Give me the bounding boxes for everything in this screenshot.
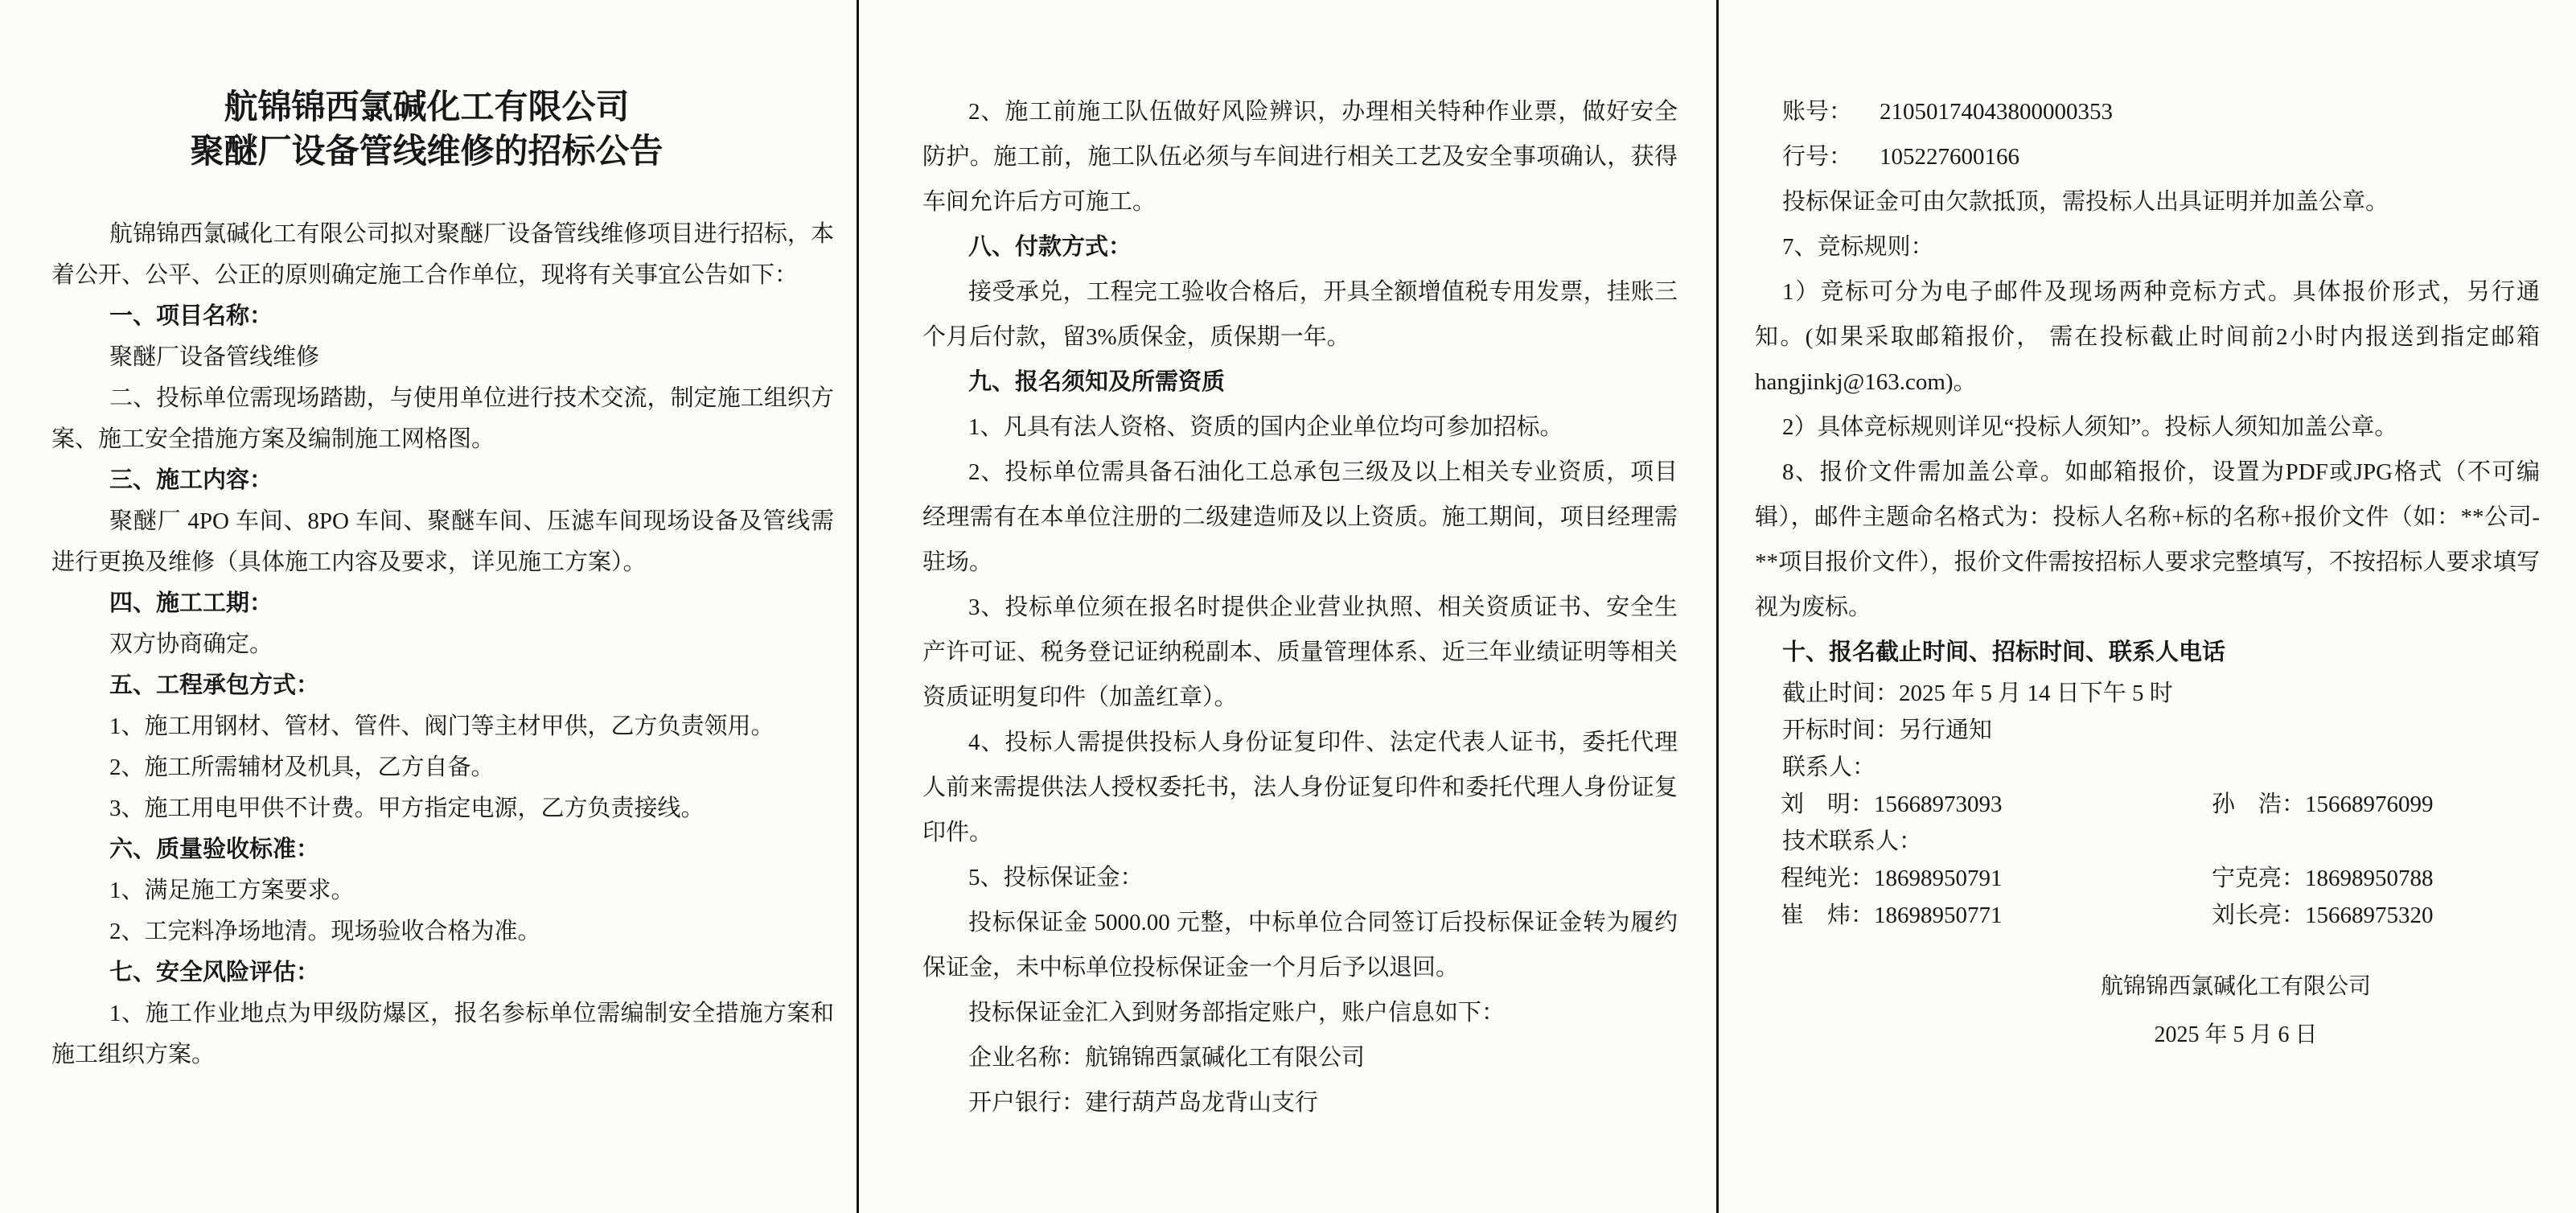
- deposit-offset-note: 投标保证金可由欠款抵顶，需投标人出具证明并加盖公章。: [1782, 189, 2389, 215]
- account-bank: 开户银行：建行葫芦岛龙背山支行: [968, 1090, 1319, 1116]
- safety-item-2: 2、施工前施工队伍做好风险辨识，办理相关特种作业票，做好安全防护。施工前，施工队伍必须与车间进行相关工艺及安全事项确认，获得车间允许后方可施工。: [922, 99, 1678, 215]
- quality-item-1: 1、满足施工方案要求。: [109, 878, 355, 903]
- bidder-requirement-5: 5、投标保证金：: [968, 865, 1144, 890]
- bidder-requirement-4: 4、投标人需提供投标人身份证复印件、法定代表人证书，委托代理人前来需提供法人授权委托书，法人身份证复印件和委托代理人身份证复印件。: [922, 730, 1678, 845]
- section-1-heading: 一、项目名称：: [109, 303, 273, 329]
- document-title: [51, 84, 802, 173]
- safety-item-1: 1、施工作业地点为甲级防爆区，报名参标单位需编制安全措施方案和施工组织方案。: [51, 1001, 834, 1067]
- bidder-requirement-2: 2、投标单位需具备石油化工总承包三级及以上相关专业资质，项目经理需有在本单位注册的二级建造师及以上资质。施工期间，项目经理需驻场。: [922, 459, 1678, 575]
- account-number-label: 账号：: [1782, 99, 1853, 125]
- document-title-line-1: 航锦锦西氯碱化工有限公司: [224, 88, 630, 125]
- deposit-amount-paragraph: 投标保证金 5000.00 元整，中标单位合同签订后投标保证金转为履约保证金，未中标单位投标保证金一个月后予以退回。: [922, 910, 1678, 981]
- contact-ning-keliang: 宁克亮：18698950788: [2212, 866, 2434, 891]
- section-6-heading: 六、质量验收标准：: [109, 837, 320, 862]
- section-2-paragraph: 二、投标单位需现场踏勘，与使用单位进行技术交流，制定施工组织方案、施工安全措施方案及编制施工网格图。: [51, 385, 834, 452]
- bank-number-value: 105227600166: [1880, 144, 2020, 170]
- bank-number-label: 行号：: [1782, 144, 1853, 170]
- section-8-heading: 八、付款方式：: [968, 234, 1132, 260]
- tech-contact-row-2: [1755, 897, 2540, 934]
- page-3: [1719, 0, 2576, 1213]
- bidding-rule-1: 1）竞标可分为电子邮件及现场两种竞标方式。具体报价形式，另行通知。(如果采取邮箱报价， 需在投标截止时间前2小时内报送到指定邮箱hangjinkj@163.com)。: [1755, 279, 2540, 395]
- tech-contacts-label: 技术联系人：: [1782, 829, 1923, 854]
- contact-liu-ming: 刘 明：15668973093: [1781, 792, 2003, 817]
- contact-cui-wei: 崔 炜：18698950771: [1781, 903, 2003, 928]
- bidding-rule-2: 2）具体竞标规则详见“投标人须知”。投标人须知加盖公章。: [1782, 414, 2398, 440]
- page-1: [0, 0, 859, 1213]
- page-2: [859, 0, 1719, 1213]
- quotation-file-requirements: 8、报价文件需加盖公章。如邮箱报价，设置为PDF或JPG格式（不可编辑），邮件主题命名格式为：投标人名称+标的名称+报价文件（如：**公司-**项目报价文件），报价文件需按招标人要求完整填写，不按招标人要求填写视为废标。: [1755, 459, 2540, 620]
- contact-cheng-chunguang: 程纯光：18698950791: [1781, 866, 2003, 891]
- project-name: 聚醚厂设备管线维修: [109, 344, 320, 370]
- section-7-heading: 七、安全风险评估：: [109, 960, 320, 985]
- bidder-requirement-1: 1、凡具有法人资格、资质的国内企业单位均可参加招标。: [968, 414, 1563, 440]
- contacts-label: 联系人：: [1782, 755, 1876, 780]
- contract-item-1: 1、施工用钢材、管材、管件、阀门等主材甲供，乙方负责领用。: [109, 713, 774, 739]
- contract-item-2: 2、施工所需辅材及机具，乙方自备。: [109, 755, 495, 780]
- bank-number-row: [1755, 134, 2540, 179]
- bid-opening-time: 开标时间：另行通知: [1782, 718, 1993, 743]
- signature-date: 2025 年 5 月 6 日: [2154, 1022, 2318, 1047]
- deposit-account-intro: 投标保证金汇入到财务部指定账户，账户信息如下：: [968, 1000, 1506, 1026]
- signature-company: 航锦锦西氯碱化工有限公司: [2100, 974, 2371, 999]
- section-5-heading: 五、工程承包方式：: [109, 672, 320, 698]
- section-3-heading: 三、施工内容：: [109, 467, 273, 493]
- payment-terms: 接受承兑，工程完工验收合格后，开具全额增值税专用发票，挂账三个月后付款，留3%质保金，质保期一年。: [922, 279, 1678, 350]
- document-title-line-2: 聚醚厂设备管线维修的招标公告: [190, 132, 664, 170]
- tech-contact-row-1: [1755, 860, 2540, 897]
- contact-row: [1755, 786, 2540, 823]
- construction-period: 双方协商确定。: [109, 631, 273, 657]
- section-4-heading: 四、施工工期：: [109, 590, 273, 616]
- signature-block: [1932, 963, 2540, 1059]
- contract-item-3: 3、施工用电甲供不计费。甲方指定电源，乙方负责接线。: [109, 796, 705, 821]
- bidder-requirement-3: 3、投标单位须在报名时提供企业营业执照、相关资质证书、安全生产许可证、税务登记证纳税副本、质量管理体系、近三年业绩证明等相关资质证明复印件（加盖红章）。: [922, 594, 1678, 710]
- construction-content: 聚醚厂 4PO 车间、8PO 车间、聚醚车间、压滤车间现场设备及管线需进行更换及维修（具体施工内容及要求，详见施工方案）。: [51, 508, 834, 575]
- section-9-heading: 九、报名须知及所需资质: [968, 369, 1226, 395]
- contact-liu-changliang: 刘长亮：15668975320: [2212, 903, 2434, 928]
- registration-deadline: 截止时间：2025 年 5 月 14 日下午 5 时: [1782, 681, 2173, 706]
- section-10-heading: 十、报名截止时间、招标时间、联系人电话: [1782, 639, 2226, 665]
- account-number-row: [1755, 89, 2540, 134]
- account-number-value: 21050174043800000353: [1880, 99, 2114, 125]
- account-company-name: 企业名称：航锦锦西氯碱化工有限公司: [968, 1045, 1366, 1071]
- intro-paragraph: 航锦锦西氯碱化工有限公司拟对聚醚厂设备管线维修项目进行招标，本着公开、公平、公正的原则确定施工合作单位，现将有关事宜公告如下：: [51, 221, 834, 288]
- quality-item-2: 2、工完料净场地清。现场验收合格为准。: [109, 919, 541, 944]
- contact-sun-hao: 孙 浩：15668976099: [2212, 792, 2434, 817]
- bidding-rules-heading: 7、竞标规则：: [1782, 234, 1934, 260]
